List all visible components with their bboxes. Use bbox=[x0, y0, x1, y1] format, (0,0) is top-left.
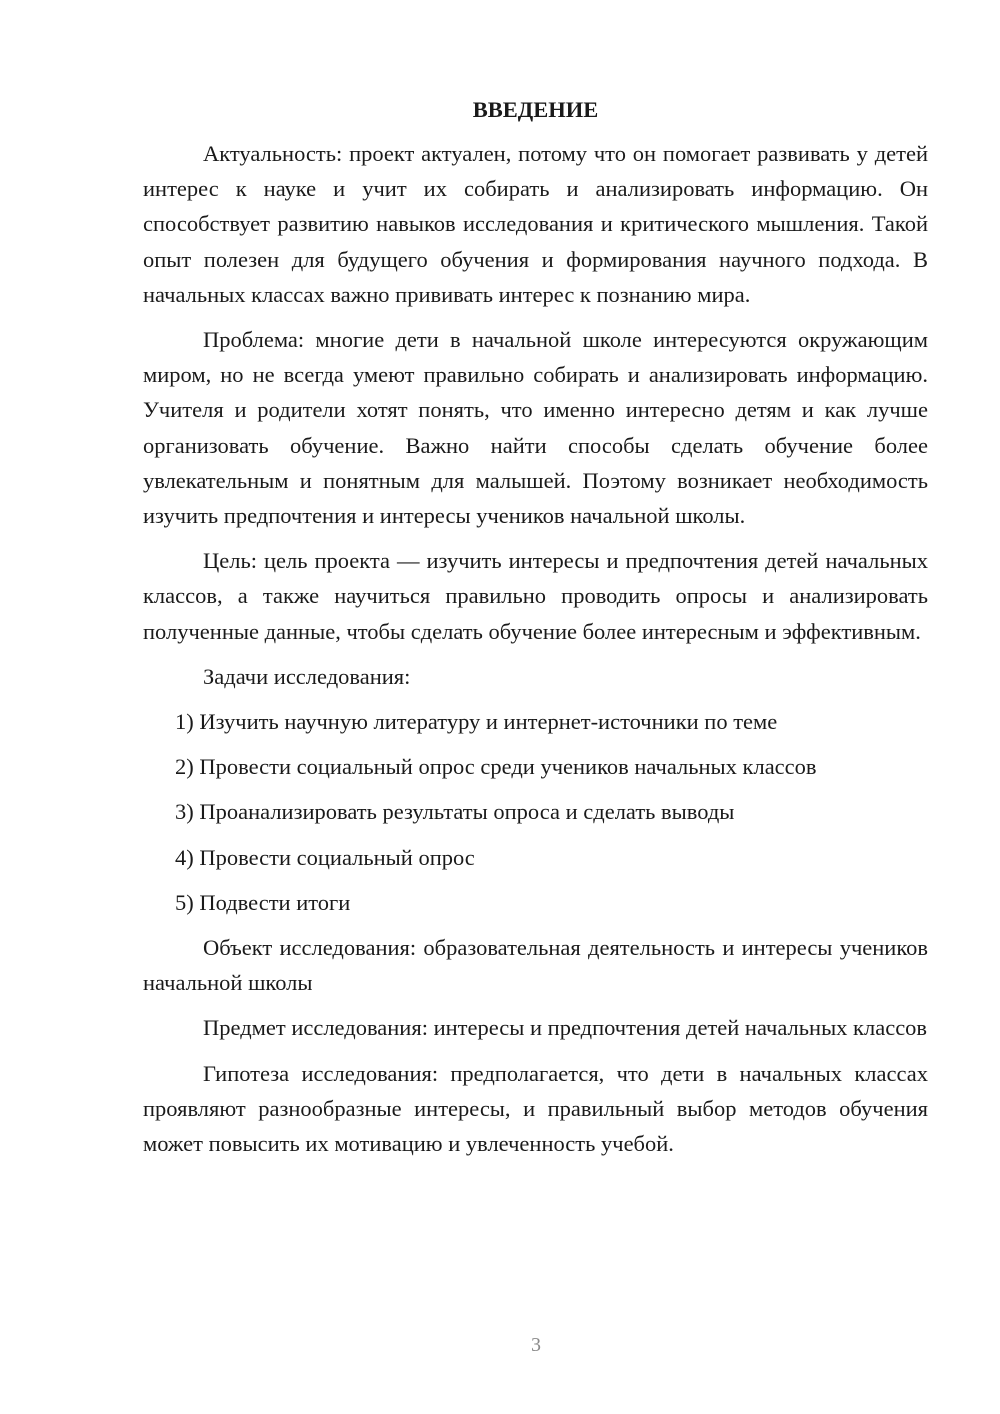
task-item: 2) Провести социальный опрос среди учеников начальных классов bbox=[175, 754, 817, 780]
task-item: 5) Подвести итоги bbox=[175, 889, 351, 915]
paragraph-hypothesis: Гипотеза исследования: предполагается, что дети в начальных классах проявляют разнообразные интересы, и правильный выбор методов обучения может повысить их мотивацию и увлеченность учебой. bbox=[143, 1060, 928, 1157]
page-title: ВВЕДЕНИЕ bbox=[472, 97, 599, 122]
task-item: 3) Проанализировать результаты опроса и сделать выводы bbox=[175, 799, 735, 825]
paragraph-problem: Проблема: многие дети в начальной школе интересуются окружающим миром, но не всегда умеют правильно собирать и анализировать информацию. Учителя и родители хотят понять, что именно интересно детям и как лучше организовать обучение. Важно найти способы сделать обучение более увлекательным и понятным для малышей. Поэтому возникает необходимость изучить предпочтения и интересы учеников начальной школы. bbox=[143, 327, 928, 529]
task-item: 4) Провести социальный опрос bbox=[175, 844, 475, 870]
tasks-heading: Задачи исследования: bbox=[203, 663, 411, 689]
page-content bbox=[143, 92, 928, 1171]
paragraph-object: Объект исследования: образовательная деятельность и интересы учеников начальной школы bbox=[143, 935, 928, 996]
paragraph-goal: Цель: цель проекта — изучить интересы и предпочтения детей начальных классов, а также научиться правильно проводить опросы и анализировать полученные данные, чтобы сделать обучение более интересным и эффективным. bbox=[143, 548, 928, 644]
page-number: 3 bbox=[531, 1334, 541, 1356]
task-item: 1) Изучить научную литературу и интернет-источники по теме bbox=[175, 709, 778, 735]
paragraph-subject: Предмет исследования: интересы и предпочтения детей начальных классов bbox=[203, 1015, 928, 1041]
paragraph-relevance: Актуальность: проект актуален, потому что он помогает развивать у детей интерес к науке и учит их собирать и анализировать информацию. Он способствует развитию навыков исследования и критического мышления. Такой опыт полезен для будущего обучения и формирования научного подхода. В начальных классах важно прививать интерес к познанию мира. bbox=[143, 141, 928, 307]
